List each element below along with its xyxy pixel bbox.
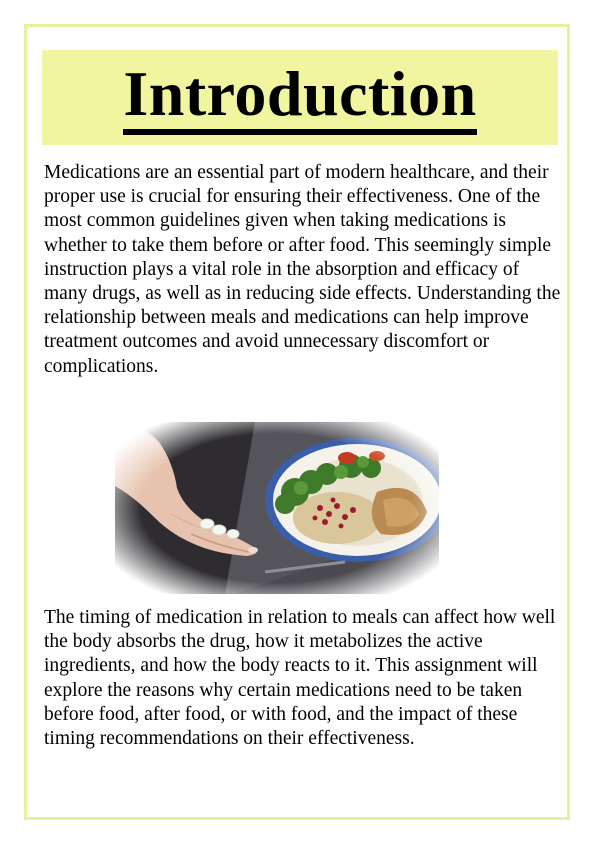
photo-illustration <box>115 422 439 594</box>
assignment-paragraph: The timing of medication in relation to meals can affect how well the body absorbs the drug, how it metabolizes the active ingredients, and how the body reacts to it. This assignment will explore the reasons why certain medications need to be taken before food, after food, or with food, and the impact of these timing recommendations on their effectiveness. <box>44 607 556 750</box>
intro-paragraph: Medications are an essential part of modern healthcare, and their proper use is crucial for ensuring their effectiveness. One of the most common guidelines given when taking medications is whether to take them before or after food. This seemingly simple instruction plays a vital role in the absorption and efficacy of many drugs, as well as in reducing side effects. Understanding the relationship between meals and medications can help improve treatment outcomes and avoid unnecessary discomfort or complications. <box>44 162 561 377</box>
hand-with-pills-and-meal-photo <box>115 422 439 594</box>
page-title: Introduction <box>123 61 476 135</box>
pill <box>200 519 214 529</box>
pill <box>227 530 239 539</box>
pill <box>212 525 226 535</box>
title-banner <box>42 50 558 145</box>
